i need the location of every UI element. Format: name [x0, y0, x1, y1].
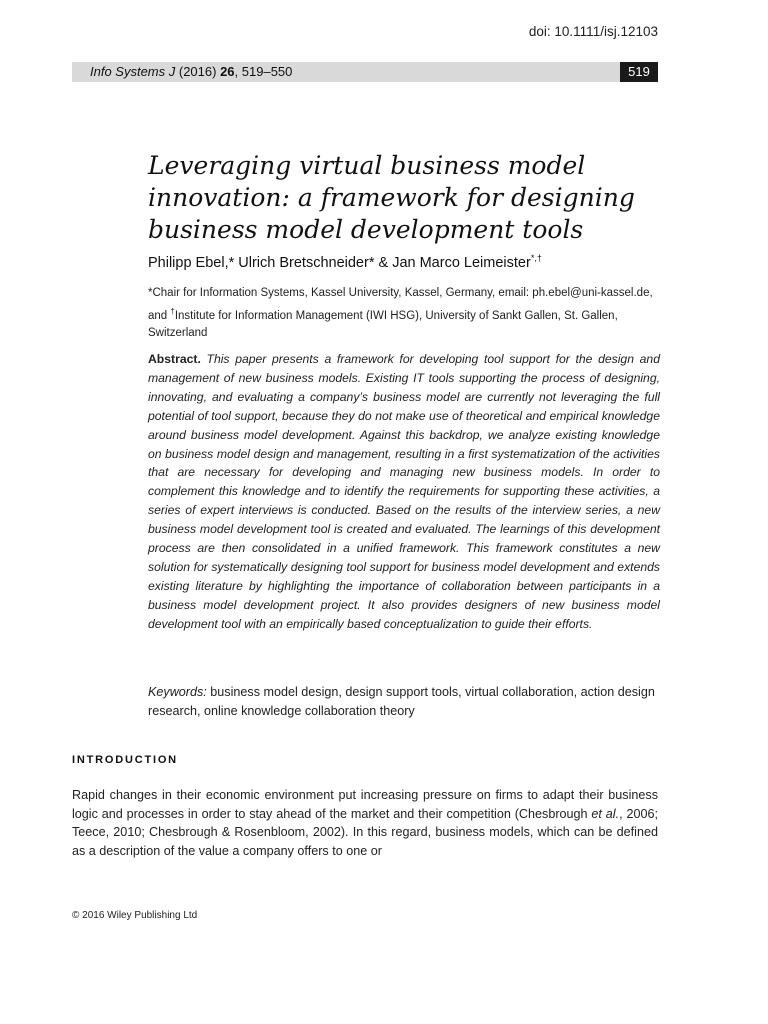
doi-label: doi: 10.1111/isj.12103 — [528, 24, 658, 39]
journal-citation — [90, 64, 292, 79]
intro-text-1: Rapid changes in their economic environment put increasing pressure on firms to adapt their business logic and processes in order to stay ahead of the market and their competition (Chesbrough — [72, 788, 658, 821]
title-line: business model development tools — [148, 215, 584, 244]
keywords — [148, 683, 660, 720]
copyright-footer: © 2016 Wiley Publishing Ltd — [72, 910, 198, 921]
abstract-label: Abstract. — [148, 352, 201, 366]
abstract-text: This paper presents a framework for developing tool support for the design and management of new business models. Existing IT tools supporting the process of designing, innovating, and evaluating a company’s business model are currently not leveraging the full potential of tool support, because they do not make use of theoretical and empirical knowledge around business model development. Against this backdrop, we analyze existing knowledge on business model design and management, resulting in a first systematization of the activities that are necessary for developing and managing new business models. In order to complement this knowledge and to identify the requirements for supporting these activities, a series of expert interviews is conducted. Based on the results of the interview series, a new business model development tool is created and evaluated. The learnings of this development process are then consolidated in a unified framework. This framework constitutes a new solution for systematically designing tool support for business model development and extends existing literature by highlighting the importance of collaboration between participants in a business model development project. It also provides designers of new business model development tool with an empirically based conceptualization to guide their efforts. — [148, 352, 660, 631]
keywords-text: business model design, design support tools, virtual collaboration, action design research, online knowledge collaboration theory — [148, 685, 655, 718]
affiliations — [148, 285, 660, 342]
author-list — [148, 253, 542, 271]
title-line: Leveraging virtual business model — [148, 151, 586, 180]
section-heading-introduction: INTRODUCTION — [72, 754, 178, 766]
page-number-badge: 519 — [620, 62, 658, 82]
author-names: Philipp Ebel,* Ulrich Bretschneider* & Jan Marco Leimeister — [148, 254, 531, 271]
abstract — [148, 350, 660, 634]
intro-etal: et al. — [591, 806, 620, 821]
affiliation-part-1: *Chair for Information Systems, Kassel University, Kassel, Germany, email: ph.ebel@uni-kassel.de, and — [148, 287, 653, 322]
introduction-paragraph — [72, 786, 658, 860]
affiliation-part-2: Institute for Information Management (IWI HSG), University of Sankt Gallen, St. Gallen, Switzerland — [148, 309, 618, 339]
journal-header-bar — [72, 62, 658, 82]
keywords-label: Keywords: — [148, 685, 207, 699]
author-marks: *,† — [530, 253, 542, 263]
title-line: innovation: a framework for designing — [148, 183, 635, 212]
journal-pages: , 519–550 — [234, 64, 293, 79]
intro-text-2: , 2006; Teece, 2010; Chesbrough & Rosenbloom, 2002). In this regard, business models, which can be defined as a description of the value a company offers to one or — [72, 806, 658, 858]
journal-volume: 26 — [220, 64, 235, 79]
paper-title — [148, 150, 668, 246]
journal-name: Info Systems J — [90, 64, 176, 79]
journal-year: (2016) — [178, 64, 217, 79]
dagger-mark: † — [170, 306, 175, 316]
